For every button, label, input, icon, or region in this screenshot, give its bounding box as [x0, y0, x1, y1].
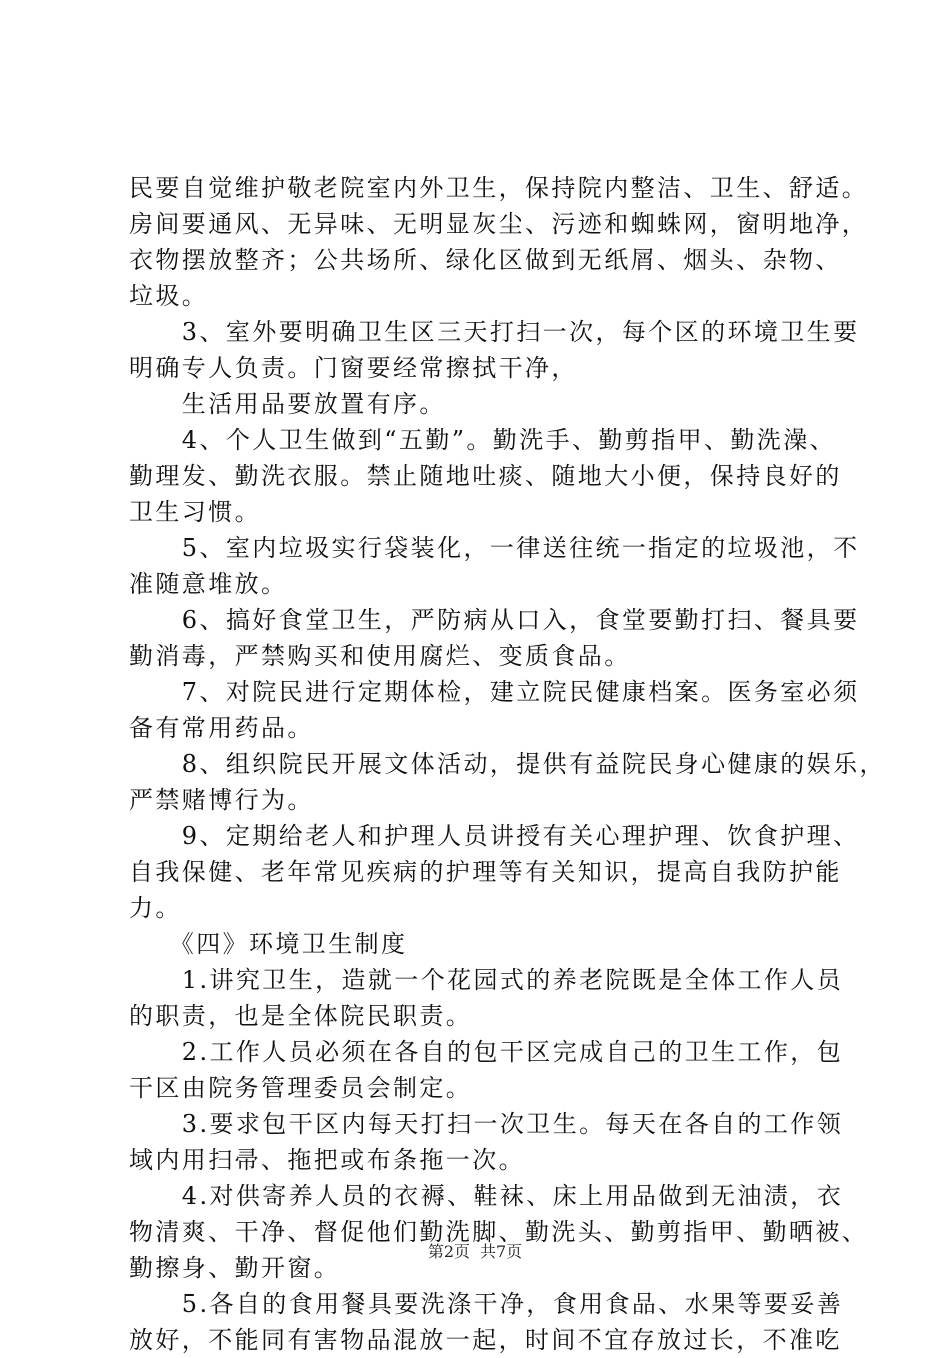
text-line: 勤消毒，严禁购买和使用腐烂、变质食品。	[129, 642, 631, 670]
text-line: 4、个人卫生做到“五勤”。勤洗手、勤剪指甲、勤洗澡、	[129, 426, 837, 454]
text-line: 生活用品要放置有序。	[129, 390, 446, 418]
text-line: 5.各自的食用餐具要洗涤干净，食用食品、水果等要妥善	[129, 1290, 844, 1318]
page-total: 共7页	[480, 1242, 523, 1261]
section-heading: 《四》环境卫生制度	[129, 930, 408, 958]
text-line: 3.要求包干区内每天打扫一次卫生。每天在各自的工作领	[129, 1110, 844, 1138]
text-line: 1.讲究卫生，造就一个花园式的养老院既是全体工作人员	[129, 966, 844, 994]
text-line: 卫生习惯。	[129, 498, 261, 526]
text-line: 明确专人负责。门窗要经常擦拭干净，	[129, 354, 578, 382]
text-line: 9、定期给老人和护理人员讲授有关心理护理、饮食护理、	[129, 822, 860, 850]
page-number: 第2页	[427, 1242, 470, 1261]
text-line: 勤擦身、勤开窗。	[129, 1254, 341, 1282]
text-line: 4.对供寄养人员的衣褥、鞋袜、床上用品做到无油渍，衣	[129, 1182, 844, 1210]
text-line: 严禁赌博行为。	[129, 786, 314, 814]
page-footer	[0, 1240, 950, 1264]
text-line: 放好，不能同有害物品混放一起，时间不宜存放过长，不准吃	[129, 1326, 842, 1354]
text-line: 物清爽、干净、督促他们勤洗脚、勤洗头、勤剪指甲、勤晒被、	[129, 1218, 869, 1246]
text-line: 7、对院民进行定期体检，建立院民健康档案。医务室必须	[129, 678, 860, 706]
text-line: 民要自觉维护敬老院室内外卫生，保持院内整洁、卫生、舒适。	[129, 174, 869, 202]
document-body	[129, 170, 886, 1358]
text-line: 自我保健、老年常见疾病的护理等有关知识，提高自我防护能	[129, 858, 842, 886]
text-line: 8、组织院民开展文体活动，提供有益院民身心健康的娱乐，	[129, 750, 886, 778]
text-line: 干区由院务管理委员会制定。	[129, 1074, 473, 1102]
text-line: 备有常用药品。	[129, 714, 314, 742]
text-line: 房间要通风、无异味、无明显灰尘、污迹和蜘蛛网，窗明地净，	[129, 210, 869, 238]
text-line: 2.工作人员必须在各自的包干区完成自己的卫生工作，包	[129, 1038, 844, 1066]
text-line: 域内用扫帚、拖把或布条拖一次。	[129, 1146, 525, 1174]
text-line: 准随意堆放。	[129, 570, 288, 598]
text-line: 的职责，也是全体院民职责。	[129, 1002, 473, 1030]
text-line: 3、室外要明确卫生区三天打扫一次，每个区的环境卫生要	[129, 318, 860, 346]
text-line: 衣物摆放整齐；公共场所、绿化区做到无纸屑、烟头、杂物、	[129, 246, 842, 274]
text-line: 5、室内垃圾实行袋装化，一律送往统一指定的垃圾池，不	[129, 534, 860, 562]
text-line: 力。	[129, 894, 182, 922]
text-line: 垃圾。	[129, 282, 209, 310]
text-line: 6、搞好食堂卫生，严防病从口入，食堂要勤打扫、餐具要	[129, 606, 860, 634]
text-line: 勤理发、勤洗衣服。禁止随地吐痰、随地大小便，保持良好的	[129, 462, 842, 490]
